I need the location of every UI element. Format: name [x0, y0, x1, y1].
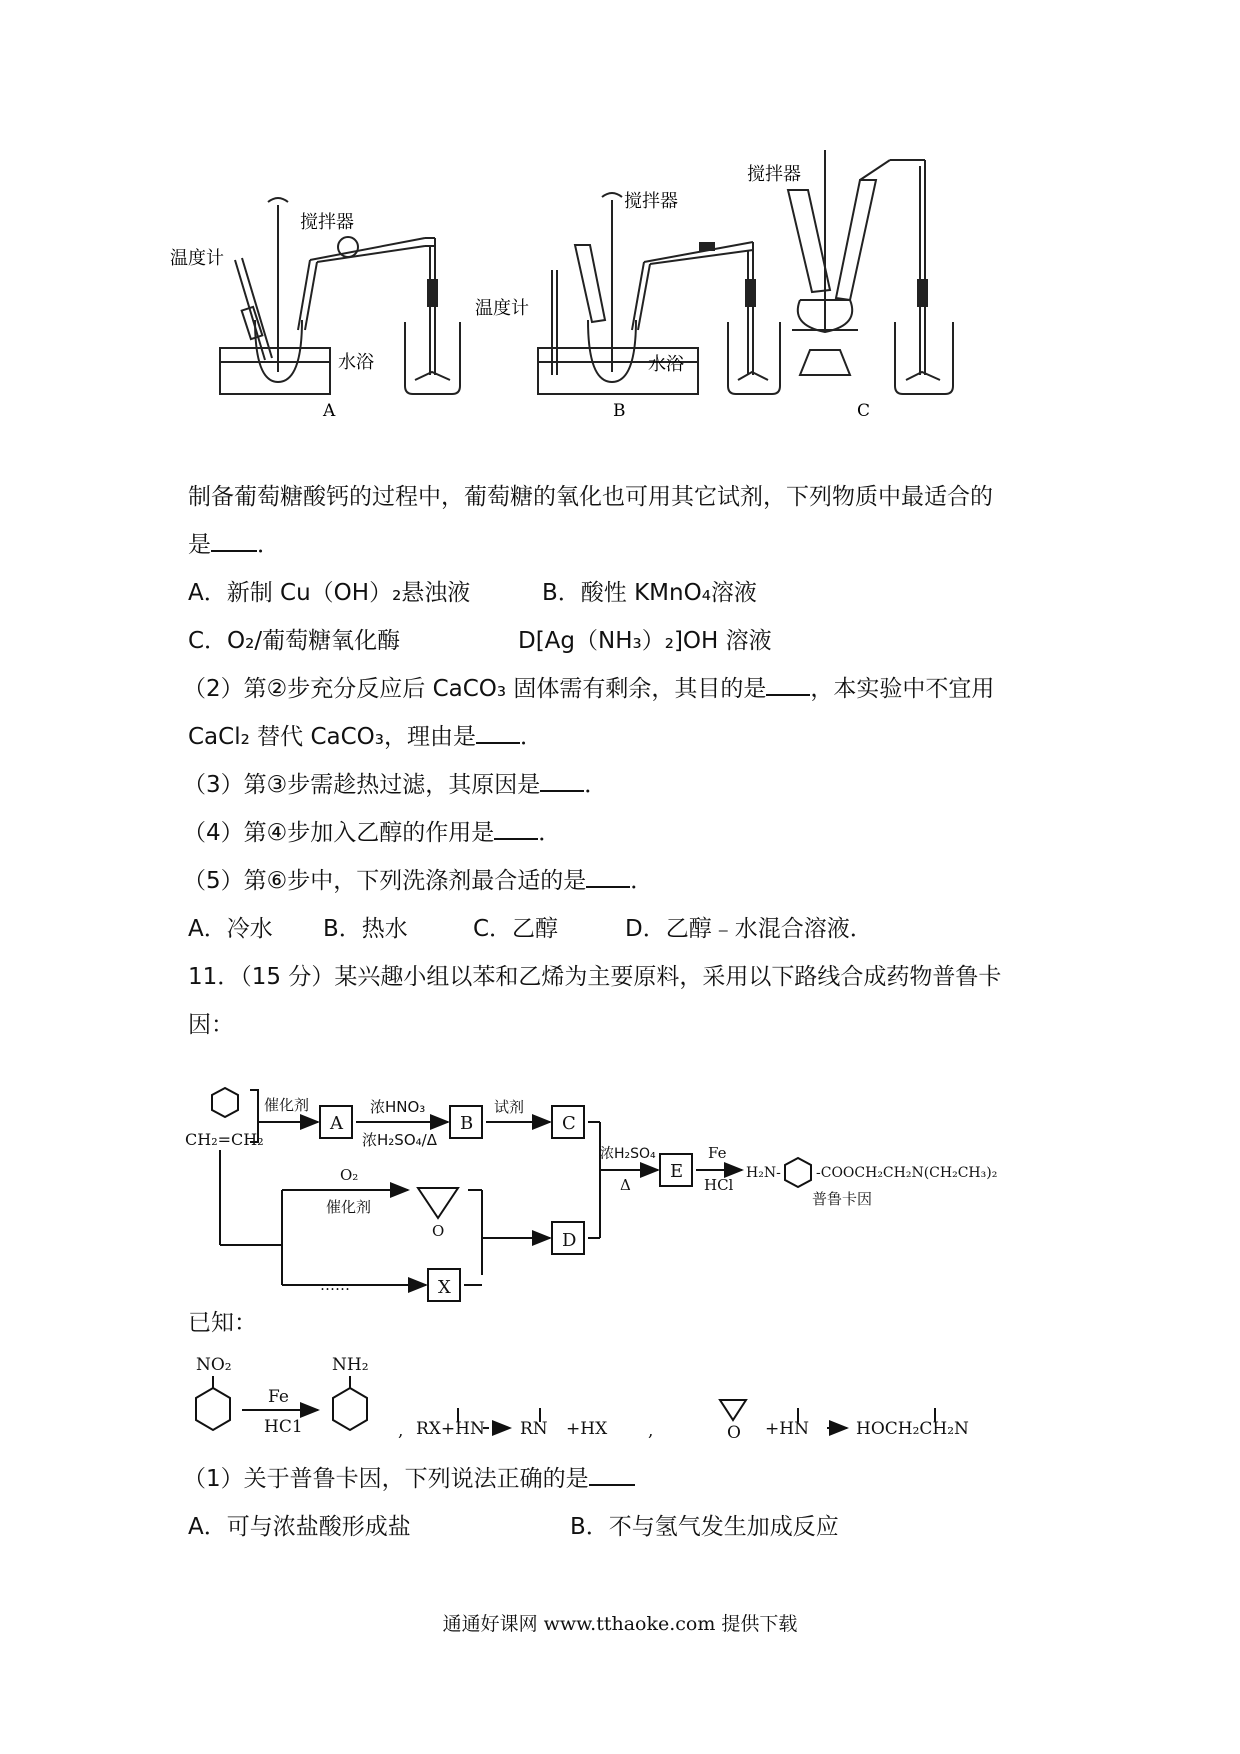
scheme-h2so4-delta: 浓H₂SO₄/Δ	[362, 1131, 437, 1149]
scheme-box-a: A	[330, 1113, 343, 1134]
q10-3-text: （3）第③步需趁热过滤，其原因是	[183, 772, 541, 798]
q10-intro-line2: 是 ．	[188, 532, 280, 558]
scheme-box-b: B	[460, 1113, 474, 1134]
scheme-box-d: D	[562, 1230, 577, 1251]
scheme-box-c: C	[562, 1113, 576, 1134]
scheme-epoxide-o: O	[432, 1222, 445, 1240]
known-o: O	[727, 1423, 741, 1443]
known-hn: +HN	[765, 1419, 809, 1439]
known-label: 已知：	[188, 1310, 257, 1336]
label-apparatus-a: A	[323, 401, 336, 421]
scheme-ethylene: CH₂=CH₂	[185, 1130, 264, 1149]
scheme-h2so4: 浓H₂SO₄	[600, 1146, 656, 1162]
scheme-box-e: E	[670, 1161, 684, 1182]
label-stirrer-a: 搅拌器	[300, 212, 354, 233]
q10-option-d: D[Ag（NH₃）₂]OH 溶液	[518, 628, 772, 654]
answer-blank	[476, 722, 520, 744]
q11-line1: 11．（15 分）某兴趣小组以苯和乙烯为主要原料，采用以下路线合成药物普鲁卡	[188, 964, 1002, 990]
known-comma1: ,	[398, 1421, 404, 1441]
benzene-ring-icon	[785, 1158, 811, 1187]
known-rn: RN	[520, 1419, 548, 1439]
scheme-box-x: X	[438, 1277, 451, 1298]
q10-2-line2: CaCl₂ 替代 CaCO₃，理由是 ．	[188, 724, 543, 750]
scheme-reagent: 试剂	[494, 1098, 525, 1116]
known-hx: +HX	[566, 1419, 608, 1439]
scheme-product-right: -COOCH₂CH₂N(CH₂CH₃)₂	[816, 1165, 998, 1181]
scheme-delta: Δ	[620, 1176, 631, 1194]
q10-3: （3）第③步需趁热过滤，其原因是 ．	[183, 772, 608, 798]
apparatus-figure	[160, 150, 1060, 470]
q10-5-option-c: C．乙醇	[473, 916, 559, 942]
answer-blank	[766, 674, 810, 696]
scheme-o2: O₂	[340, 1166, 359, 1184]
q10-option-c: C．O₂/葡萄糖氧化酶	[188, 628, 401, 654]
q10-intro-line1: 制备葡萄糖酸钙的过程中，葡萄糖的氧化也可用其它试剂，下列物质中最适合的	[188, 484, 993, 510]
answer-blank	[494, 818, 538, 840]
scheme-hno3: 浓HNO₃	[370, 1098, 426, 1116]
q10-5-option-d: D．乙醇﹣水混合溶液．	[625, 916, 873, 942]
known-reactions	[180, 1350, 1080, 1460]
q11-line2: 因：	[188, 1012, 234, 1038]
known-nh2: NH₂	[332, 1355, 369, 1375]
scheme-dots: ……	[320, 1276, 350, 1294]
aniline-ring-icon	[333, 1388, 367, 1430]
q11-1-option-a: A．可与浓盐酸形成盐	[188, 1514, 411, 1540]
q10-5: （5）第⑥步中，下列洗涤剂最合适的是 ．	[183, 868, 654, 894]
q11-1	[183, 1464, 635, 1494]
scheme-product-name: 普鲁卡因	[812, 1190, 873, 1208]
label-thermometer-b: 温度计	[475, 298, 529, 319]
page-footer: 通通好课网 www.tthaoke.com 提供下载	[442, 1613, 798, 1635]
q11-1-option-b: B．不与氢气发生加成反应	[570, 1514, 839, 1540]
q10-intro-text: 是	[188, 532, 211, 558]
known-product: HOCH₂CH₂N	[856, 1419, 969, 1439]
known-fe: Fe	[268, 1387, 289, 1407]
q10-2-text-c: CaCl₂ 替代 CaCO₃，理由是	[188, 724, 476, 750]
answer-blank	[211, 530, 257, 552]
answer-blank	[586, 866, 630, 888]
label-thermometer-a: 温度计	[170, 248, 224, 269]
known-hcl: HC1	[264, 1417, 303, 1437]
nitrobenzene-ring-icon	[196, 1388, 230, 1430]
q10-4-text: （4）第④步加入乙醇的作用是	[183, 820, 495, 846]
apparatus-c	[788, 150, 953, 394]
label-bath-a: 水浴	[338, 352, 374, 373]
epoxide-ring-icon	[720, 1400, 746, 1420]
answer-blank	[589, 1464, 635, 1486]
label-stirrer-b: 搅拌器	[624, 191, 678, 212]
known-comma2: ,	[648, 1421, 654, 1441]
q10-2-text-b: ，本实验中不宜用	[810, 676, 995, 702]
known-rx: RX+HN	[416, 1419, 485, 1439]
scheme-hcl: HCl	[704, 1176, 734, 1194]
q10-5-option-a: A．冷水	[188, 916, 273, 942]
q10-4: （4）第④步加入乙醇的作用是 ．	[183, 820, 562, 846]
scheme-fe: Fe	[708, 1144, 727, 1162]
label-bath-b: 水浴	[648, 354, 684, 375]
q10-option-a: A．新制 Cu（OH）₂悬浊液	[188, 580, 471, 606]
scheme-catalyst: 催化剂	[264, 1096, 310, 1114]
label-apparatus-c: C	[857, 401, 871, 421]
answer-blank	[540, 770, 584, 792]
benzene-icon	[212, 1088, 238, 1117]
q10-option-b: B．酸性 KMnO₄溶液	[542, 580, 757, 606]
q10-5-text: （5）第⑥步中，下列洗涤剂最合适的是	[183, 868, 587, 894]
synthesis-scheme	[180, 1070, 1080, 1310]
known-no2: NO₂	[196, 1355, 232, 1375]
q10-2-line1	[183, 674, 994, 704]
epoxide-icon	[418, 1188, 458, 1218]
q11-1-text: （1）关于普鲁卡因，下列说法正确的是	[183, 1466, 589, 1492]
scheme-product-left: H₂N-	[746, 1165, 781, 1181]
q10-5-option-b: B．热水	[323, 916, 408, 942]
label-stirrer-c: 搅拌器	[747, 164, 801, 185]
q10-2-text-a: （2）第②步充分反应后 CaCO₃ 固体需有剩余，其目的是	[183, 676, 767, 702]
label-apparatus-b: B	[613, 401, 626, 421]
scheme-catalyst2: 催化剂	[326, 1198, 372, 1216]
